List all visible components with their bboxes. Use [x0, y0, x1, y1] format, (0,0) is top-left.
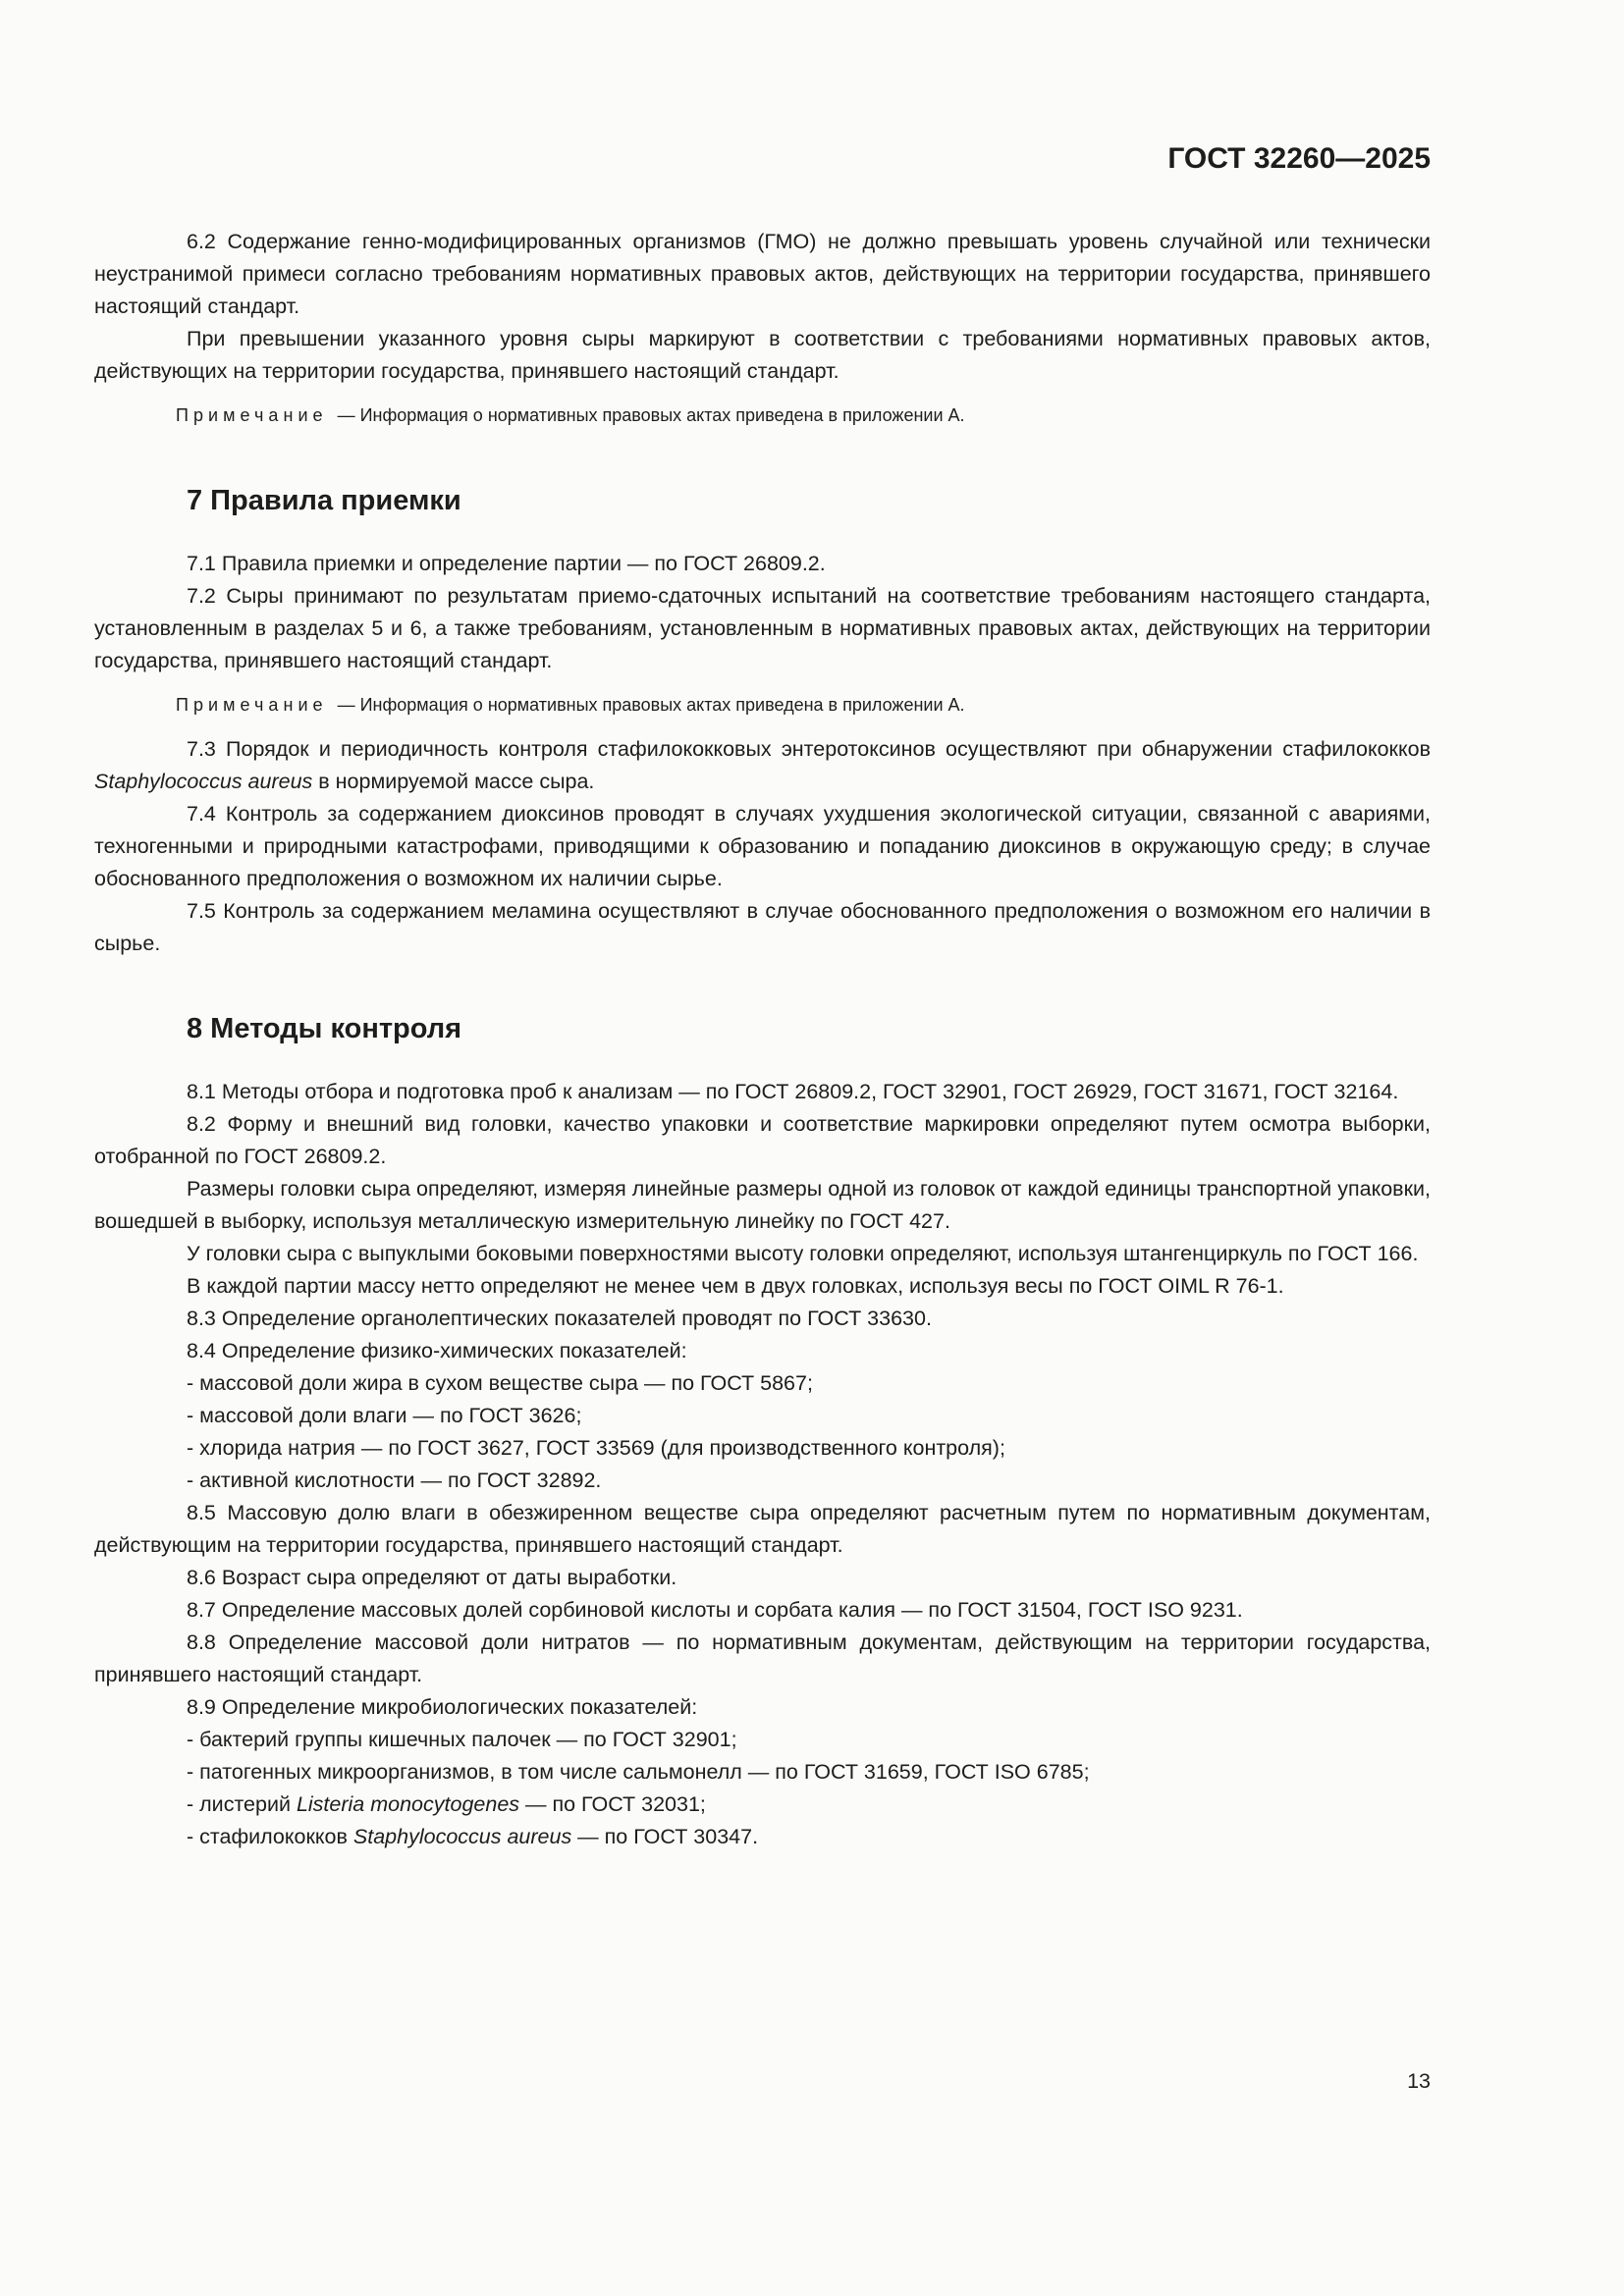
paragraph-8-5: 8.5 Массовую долю влаги в обезжиренном веществе сыра определяют расчетным путем по нормативным документам, действующим на территории государства, принявшего настоящий стандарт. — [94, 1501, 1431, 1557]
paragraph-8-8: 8.8 Определение массовой доли нитратов — по нормативным документам, действующим на территории государства, принявшего настоящий стандарт. — [94, 1630, 1431, 1686]
list-item-pathogens: - патогенных микроорганизмов, в том числе сальмонелл — по ГОСТ 31659, ГОСТ ISO 6785; — [187, 1760, 1090, 1784]
page-content — [94, 0, 1431, 1853]
page-number: 13 — [1407, 2069, 1431, 2093]
text-run: — по ГОСТ 30347. — [571, 1825, 759, 1848]
text-run: 7.3 Порядок и периодичность контроля стафилококковых энтеротоксинов осуществляют при обнаружении стафилококков — [187, 737, 1431, 761]
paragraph-6-2-marking: При превышении указанного уровня сыры маркируют в соответствии с требованиями нормативных правовых актов, действующих на территории государства, принявшего настоящий стандарт. — [94, 327, 1431, 383]
paragraph-8-2-mass: В каждой партии массу нетто определяют не менее чем в двух головках, используя весы по ГОСТ OIML R 76-1. — [187, 1274, 1284, 1298]
latin-species-name: Staphylococcus aureus — [352, 1825, 572, 1848]
paragraph-8-7: 8.7 Определение массовых долей сорбиновой кислоты и сорбата калия — по ГОСТ 31504, ГОСТ ISO 9231. — [187, 1598, 1243, 1622]
section-7-heading: 7 Правила приемки — [187, 485, 461, 516]
paragraph-8-6: 8.6 Возраст сыра определяют от даты выработки. — [187, 1566, 677, 1589]
paragraph-8-3: 8.3 Определение органолептических показателей проводят по ГОСТ 33630. — [187, 1307, 932, 1330]
paragraph-8-2-sizes: Размеры головки сыра определяют, измеряя линейные размеры одной из головок от каждой единицы транспортной упаковки, вошедшей в выборку, используя металлическую измерительную линейку по ГОСТ 427. — [94, 1177, 1431, 1233]
note-text: — Информация о нормативных правовых актах приведена в приложении А. — [337, 405, 965, 425]
paragraph-6-2: 6.2 Содержание генно-модифицированных организмов (ГМО) не должно превышать уровень случайной или технически неустранимой примеси согласно требованиям нормативных правовых актов, действующих на территории государства, принявшего настоящий стандарт. — [94, 230, 1431, 318]
latin-species-name: Staphylococcus aureus — [94, 770, 313, 793]
paragraph-7-4: 7.4 Контроль за содержанием диоксинов проводят в случаях ухудшения экологической ситуации, связанной с авариями, техногенными и природными катастрофами, приводящими к образованию и попаданию диоксинов в окружающую среду; в случае обоснованного предположения о возможном их наличии сырье. — [94, 802, 1431, 890]
doc-code-header: ГОСТ 32260—2025 — [1167, 142, 1431, 175]
list-item-coliforms: - бактерий группы кишечных палочек — по ГОСТ 32901; — [187, 1728, 737, 1751]
paragraph-8-9: 8.9 Определение микробиологических показателей: — [187, 1695, 698, 1719]
list-item-fat: - массовой доли жира в сухом веществе сыра — по ГОСТ 5867; — [187, 1371, 813, 1395]
paragraph-8-1: 8.1 Методы отбора и подготовка проб к анализам — по ГОСТ 26809.2, ГОСТ 32901, ГОСТ 26929, ГОСТ 31671, ГОСТ 32164. — [187, 1080, 1399, 1103]
paragraph-7-3 — [94, 733, 1431, 798]
list-item-staphylococcus — [94, 1821, 1431, 1853]
latin-species-name: Listeria monocytogenes — [296, 1792, 520, 1816]
list-item-moisture: - массовой доли влаги — по ГОСТ 3626; — [187, 1404, 582, 1427]
text-run: — по ГОСТ 32031; — [519, 1792, 706, 1816]
paragraph-8-2: 8.2 Форму и внешний вид головки, качество упаковки и соответствие маркировки определяют путем осмотра выборки, отобранной по ГОСТ 26809.2. — [94, 1112, 1431, 1168]
paragraph-7-1: 7.1 Правила приемки и определение партии — по ГОСТ 26809.2. — [187, 552, 826, 575]
note-appendix-a-2 — [94, 689, 1431, 721]
paragraph-8-4: 8.4 Определение физико-химических показателей: — [187, 1339, 687, 1362]
list-item-listeria — [94, 1789, 1431, 1821]
note-text: — Информация о нормативных правовых актах приведена в приложении А. — [337, 695, 965, 715]
section-8-heading: 8 Методы контроля — [187, 1013, 462, 1044]
list-item-acidity: - активной кислотности — по ГОСТ 32892. — [187, 1468, 602, 1492]
paragraph-7-2: 7.2 Сыры принимают по результатам приемо-сдаточных испытаний на соответствие требованиям настоящего стандарта, установленным в разделах 5 и 6, а также требованиям, установленным в нормативных правовых актах, действующих на территории государства, принявшего настоящий стандарт. — [94, 584, 1431, 672]
note-appendix-a-1 — [94, 400, 1431, 432]
note-label: Примечание — [176, 695, 328, 715]
list-item-sodium-chloride: - хлорида натрия — по ГОСТ 3627, ГОСТ 33569 (для производственного контроля); — [187, 1436, 1005, 1460]
text-run: - листерий — [187, 1792, 297, 1816]
note-label: Примечание — [176, 405, 328, 425]
paragraph-8-2-height: У головки сыра с выпуклыми боковыми поверхностями высоту головки определяют, используя штангенциркуль по ГОСТ 166. — [187, 1242, 1419, 1265]
text-run: - стафилококков — [187, 1825, 353, 1848]
text-run: в нормируемой массе сыра. — [312, 770, 595, 793]
paragraph-7-5: 7.5 Контроль за содержанием меламина осуществляют в случае обоснованного предположения о возможном его наличии в сырье. — [94, 899, 1431, 955]
